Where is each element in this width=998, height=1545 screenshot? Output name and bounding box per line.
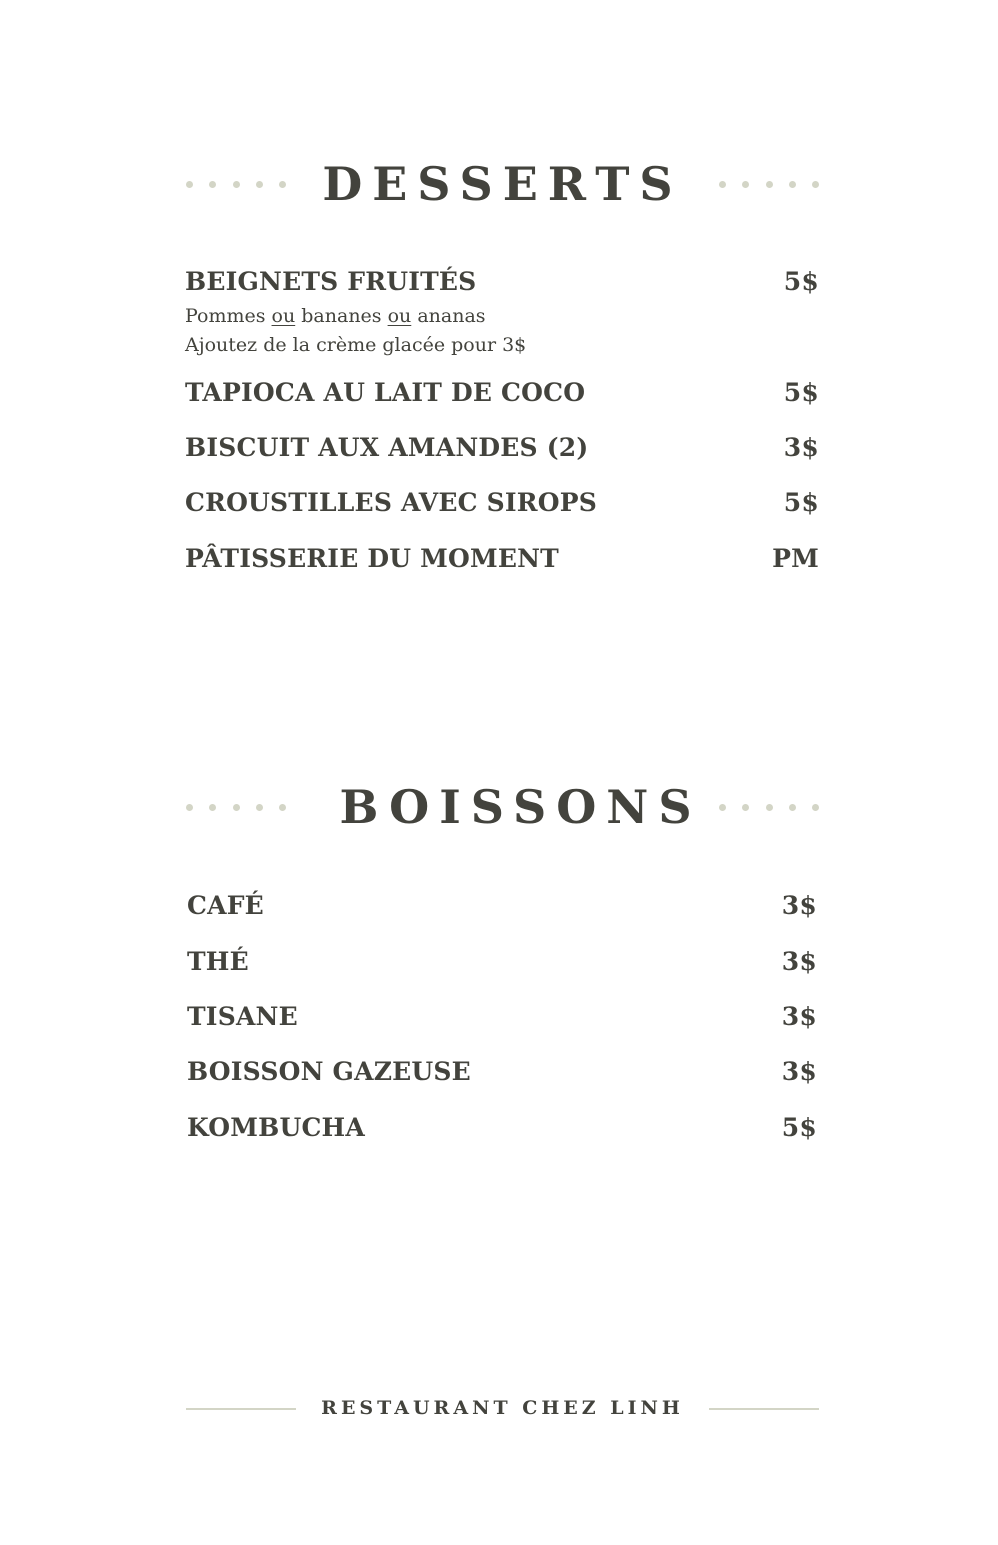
menu-item-beignets-fruites	[185, 266, 819, 360]
restaurant-name: RESTAURANT CHEZ LINH	[321, 1397, 684, 1419]
desserts-header	[186, 154, 819, 214]
underlined-word: ou	[387, 305, 412, 327]
menu-item-kombucha	[187, 1112, 817, 1144]
item-price: 3$	[783, 433, 819, 462]
menu-item-boisson-gazeuse	[187, 1056, 817, 1088]
item-price: 5$	[783, 488, 819, 517]
item-name: BEIGNETS FRUITÉS	[185, 267, 477, 296]
item-name: PÂTISSERIE DU MOMENT	[185, 544, 559, 573]
menu-item-patisserie	[185, 543, 819, 575]
item-price: 3$	[781, 1002, 817, 1031]
item-price: PM	[772, 544, 819, 573]
footer	[186, 1393, 819, 1423]
menu-item-cafe	[187, 890, 817, 922]
item-description: Pommes ou bananes ou ananas	[185, 305, 486, 327]
underlined-word: ou	[271, 305, 296, 327]
boissons-header	[186, 777, 819, 837]
decorative-dots-right	[719, 803, 819, 811]
item-price: 5$	[781, 1113, 817, 1142]
footer-divider-right	[709, 1408, 819, 1410]
menu-item-croustilles	[185, 487, 819, 519]
item-price: 3$	[781, 947, 817, 976]
item-price: 5$	[783, 267, 819, 296]
item-price: 5$	[783, 378, 819, 407]
item-price: 3$	[781, 891, 817, 920]
item-name: TISANE	[187, 1002, 298, 1031]
item-price: 3$	[781, 1057, 817, 1086]
item-name: BISCUIT AUX AMANDES (2)	[185, 433, 589, 462]
decorative-dots-right	[719, 180, 819, 188]
menu-item-tapioca	[185, 377, 819, 409]
desserts-title: DESSERTS	[322, 157, 683, 211]
menu-item-biscuit-amandes	[185, 432, 819, 464]
desserts-list	[185, 266, 819, 575]
item-name: CROUSTILLES AVEC SIROPS	[185, 488, 597, 517]
boissons-title: BOISSONS	[339, 780, 702, 834]
menu-item-tisane	[187, 1001, 817, 1033]
menu-item-the	[187, 946, 817, 978]
item-description-extra: Ajoutez de la crème glacée pour 3$	[185, 334, 527, 356]
boissons-list	[187, 890, 817, 1144]
item-name: BOISSON GAZEUSE	[187, 1057, 471, 1086]
item-name: TAPIOCA AU LAIT DE COCO	[185, 378, 586, 407]
item-name: CAFÉ	[187, 891, 264, 920]
item-name: KOMBUCHA	[187, 1113, 365, 1142]
item-name: THÉ	[187, 947, 249, 976]
